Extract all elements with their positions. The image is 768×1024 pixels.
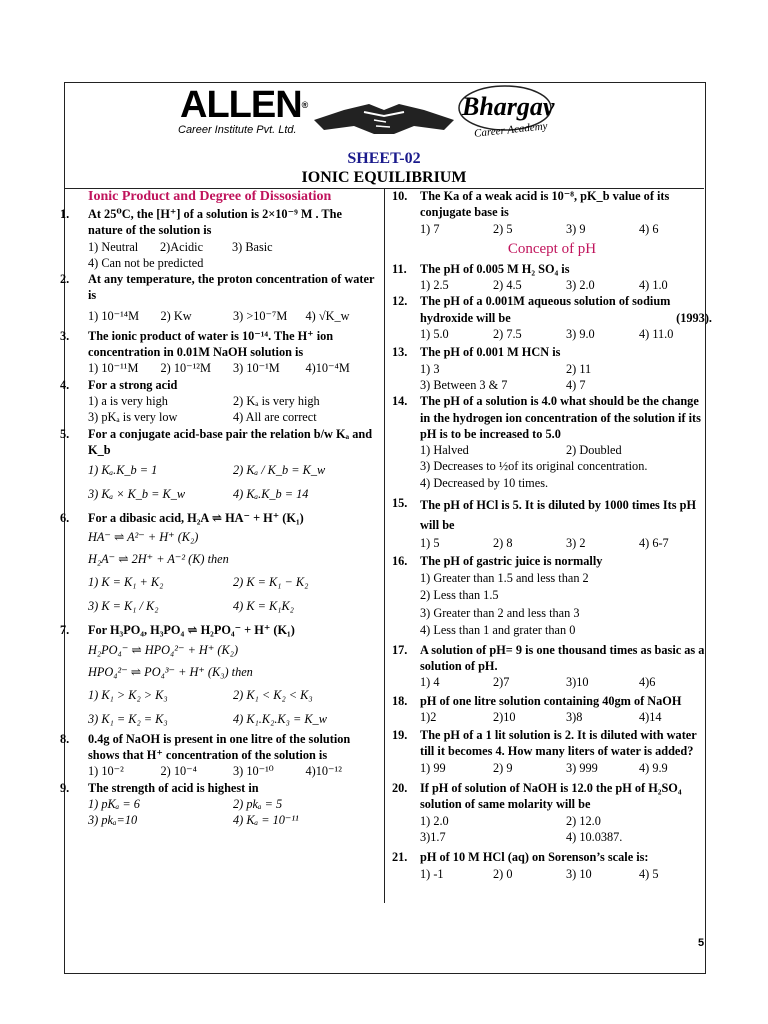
- bhargav-subtitle: Career Academy: [473, 120, 549, 140]
- question-20-options: 1) 2.0 2) 12.0 3)1.7 4) 10.0387.: [420, 813, 623, 844]
- question-15: 15. The pH of HCl is 5. It is diluted by 1000 times Its pH will be: [392, 496, 697, 533]
- question-17: 17. A solution of pH= 9 is one thousand times as basic as a solution of pH.: [392, 642, 705, 673]
- question-4-options: 1) a is very high 2) Kₐ is very high 3) pKₐ is very low 4) All are correct: [88, 393, 320, 425]
- question-20: 20. If pH of solution of NaOH is 12.0 the pH of H₂SO₄ solution of same molarity will be: [392, 781, 682, 812]
- question-16-option-3: 3) Greater than 2 and less than 3: [420, 605, 580, 620]
- allen-logo: ALLEN®: [180, 84, 308, 126]
- question-5-options: 1) Kₐ.K_b = 1 2) Kₐ / K_b = K_w 3) Kₐ × K_b = K_w 4) Kₐ.K_b = 14: [88, 463, 326, 502]
- question-16: 16. The pH of gastric juice is normally: [392, 554, 603, 569]
- bhargav-logo: Bhargav: [462, 92, 555, 121]
- handshake-icon: [314, 90, 454, 140]
- question-10: 10. The Ka of a weak acid is 10⁻⁸, pK_b value of its conjugate base is: [392, 189, 670, 220]
- question-17-options: 1) 4 2)7 3)10 4)6: [420, 675, 656, 690]
- question-15-options: 1) 5 2) 8 3) 2 4) 6-7: [420, 536, 669, 551]
- page-number: 5: [698, 937, 705, 949]
- question-2-options: 1) 10⁻¹⁴M 2) Kw 3) >10⁻⁷M 4) √K_w: [88, 308, 350, 323]
- question-16-option-2: 2) Less than 1.5: [420, 588, 499, 603]
- question-8-options: 1) 10⁻² 2) 10⁻⁴ 3) 10⁻¹⁰ 4)10⁻¹²: [88, 764, 342, 779]
- question-8: 8. 0.4g of NaOH is present in one litre of the solution shows that H⁺ concentration of the solution is: [60, 731, 351, 763]
- section-heading-ionic-product: Ionic Product and Degree of Dissosiation: [88, 189, 332, 204]
- question-7: 7. For H₃PO₄, H₃PO₄ ⇌ H₂PO₄⁻ + H⁺ (K₁): [60, 623, 295, 638]
- question-5: 5. For a conjugate acid-base pair the relation b/w Kₐ and K_b: [60, 426, 373, 457]
- section-heading-concept-of-ph: Concept of pH: [507, 240, 597, 257]
- question-12-year: (1993).: [676, 310, 712, 325]
- question-14-options-row1: 1) Halved 2) Doubled: [420, 443, 622, 458]
- question-7-equation-1: H₂PO₄⁻ ⇌ HPO₄²⁻ + H⁺ (K₂): [88, 642, 239, 657]
- question-14-option-3: 3) Decreases to ½of its original concentration.: [420, 459, 648, 474]
- left-column: [60, 188, 378, 829]
- question-7-options: 1) K₁ > K₂ > K₃ 2) K₁ < K₂ < K₃ 3) K₁ = K₂ = K₃ 4) K₁.K₂.K₃ = K_w: [88, 687, 327, 726]
- question-7-equation-2: HPO₄²⁻ ⇌ PO₄³⁻ + H⁺ (K₃) then: [88, 664, 253, 679]
- question-19-options: 1) 99 2) 9 3) 999 4) 9.9: [420, 760, 668, 775]
- question-10-options: 1) 7 2) 5 3) 9 4) 6: [420, 221, 659, 236]
- question-11-options: 1) 2.5 2) 4.5 3) 2.0 4) 1.0: [420, 278, 668, 293]
- question-13-options: 1) 3 2) 11 3) Between 3 & 7 4) 7: [420, 361, 592, 392]
- right-column: [392, 188, 712, 882]
- question-2: 2. At any temperature, the proton concentration of water is: [60, 272, 375, 303]
- question-1: 1. At 25⁰C, the [H⁺] of a solution is 2×10⁻⁹ M . The nature of the solution is: [60, 207, 342, 238]
- question-12-options: 1) 5.0 2) 7.5 3) 9.0 4) 11.0: [420, 327, 674, 342]
- question-18-options: 1)2 2)10 3)8 4)14: [420, 709, 662, 724]
- question-16-option-4: 4) Less than 1 and grater than 0: [420, 623, 576, 638]
- question-12: 12. The pH of a 0.001M aqueous solution of sodium hydroxide will be (1993).: [392, 294, 712, 325]
- column-divider: [384, 188, 385, 903]
- question-9-options: 1) pKₐ = 6 2) pkₐ = 5 3) pkₐ=10 4) Kₐ = 10⁻¹¹: [88, 796, 299, 828]
- question-19: 19. The pH of a 1 lit solution is 2. It is diluted with water till it becomes 4. How many liters of water is added?: [392, 728, 697, 759]
- question-11: 11. The pH of 0.005 M H₂ SO₄ is: [392, 261, 570, 276]
- question-13: 13. The pH of 0.001 M HCN is: [392, 345, 561, 360]
- sheet-title: SHEET-02: [347, 150, 421, 167]
- question-18: 18. pH of one litre solution containing 40gm of NaOH: [392, 693, 682, 708]
- question-1-options: 1) Neutral 2)Acidic 3) Basic: [88, 239, 273, 254]
- topic-title: IONIC EQUILIBRIUM: [301, 169, 467, 186]
- question-1-option-4: 4) Can not be predicted: [88, 255, 204, 270]
- question-16-option-1: 1) Greater than 1.5 and less than 2: [420, 570, 589, 585]
- question-21-options: 1) -1 2) 0 3) 10 4) 5: [420, 866, 659, 881]
- question-9: 9. The strength of acid is highest in: [60, 780, 259, 795]
- allen-subtitle: Career Institute Pvt. Ltd.: [178, 124, 297, 136]
- question-6-options: 1) K = K₁ + K₂ 2) K = K₁ − K₂ 3) K = K₁ / K₂ 4) K = K₁K₂: [88, 575, 309, 614]
- question-6-equation-2: H₂A⁻ ⇌ 2H⁺ + A⁻² (K) then: [88, 552, 229, 567]
- question-4: 4. For a strong acid: [60, 377, 178, 392]
- question-3: 3. The ionic product of water is 10⁻¹⁴. The H⁺ ion concentration in 0.01M NaOH solution is: [60, 328, 334, 360]
- question-14-option-4: 4) Decreased by 10 times.: [420, 475, 549, 490]
- question-6: 6. For a dibasic acid, H₂A ⇌ HA⁻ + H⁺ (K₁): [60, 511, 304, 526]
- question-14: 14. The pH of a solution is 4.0 what should be the change in the hydrogen ion concentration of the solution if its pH is to be increased to 5.0: [392, 394, 701, 441]
- question-3-options: 1) 10⁻¹¹M 2) 10⁻¹²M 3) 10⁻¹M 4)10⁻⁴M: [88, 361, 350, 376]
- question-6-equation-1: HA⁻ ⇌ A²⁻ + H⁺ (K₂): [88, 530, 199, 545]
- question-21: 21. pH of 10 M HCl (aq) on Sorenson’s scale is:: [392, 850, 649, 865]
